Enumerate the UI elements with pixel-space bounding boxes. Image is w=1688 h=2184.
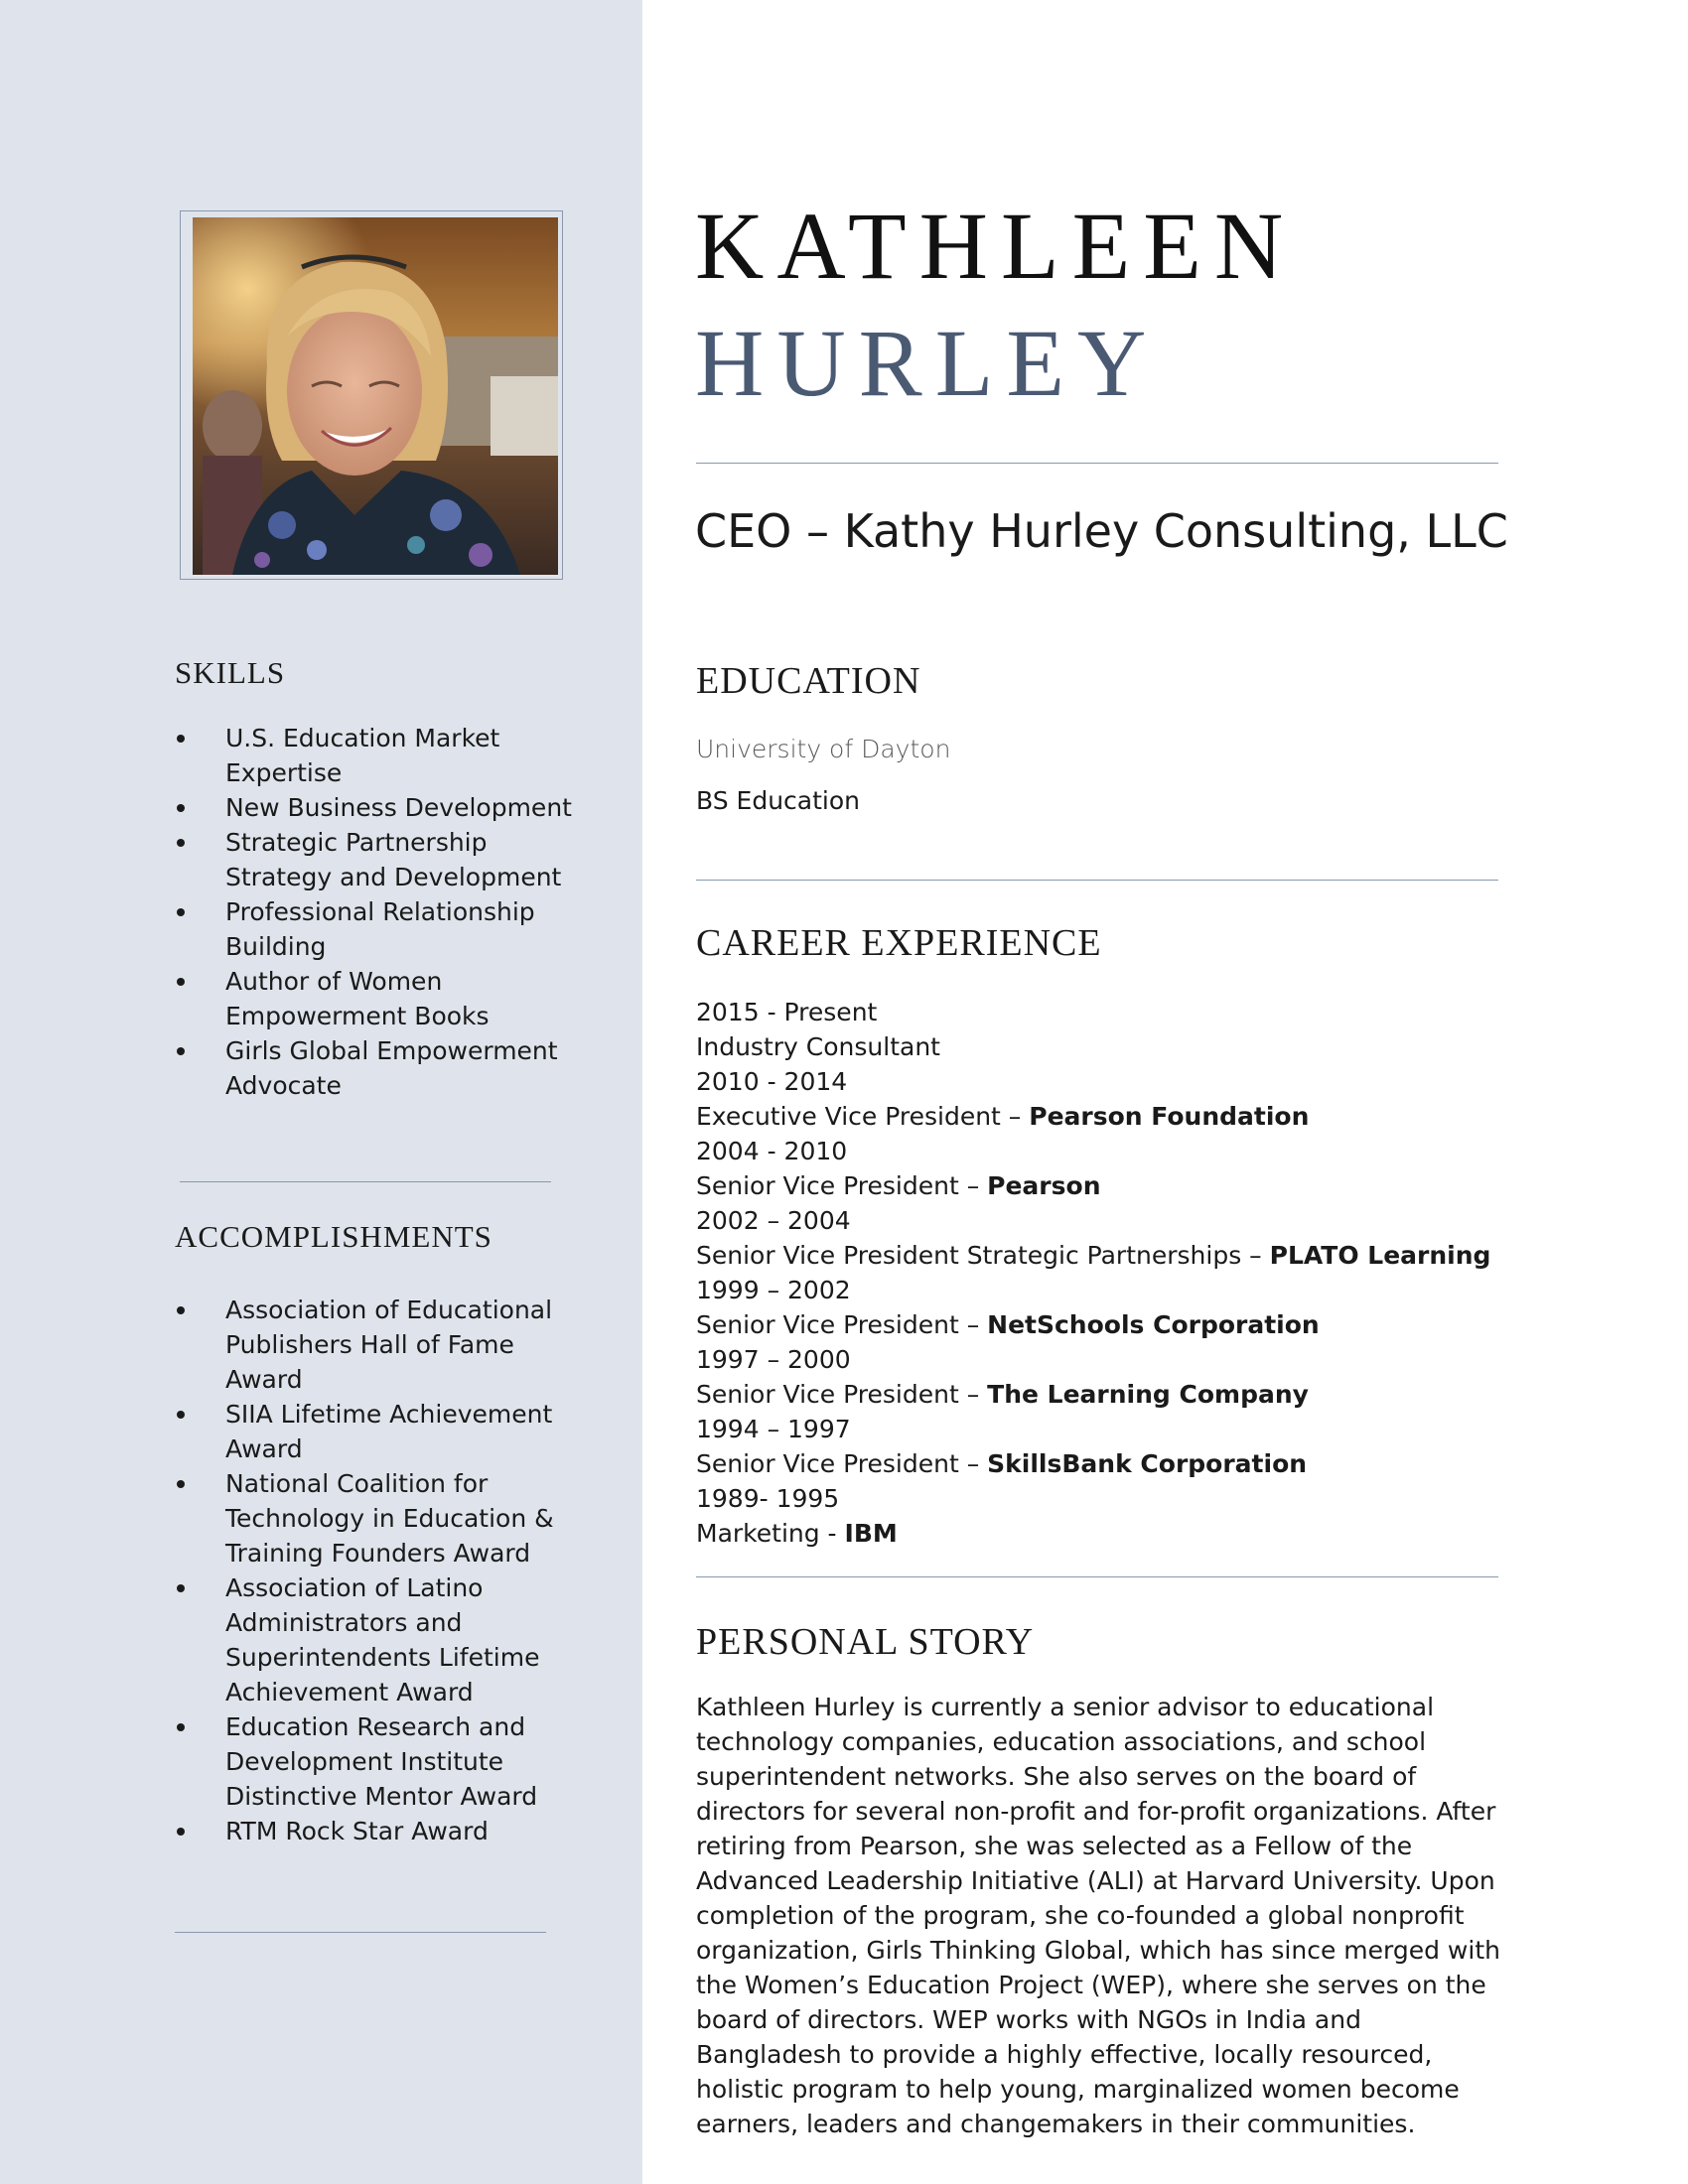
- accomplishments-divider: [175, 1932, 546, 1933]
- story-heading: PERSONAL STORY: [696, 1621, 1035, 1663]
- name-first: KATHLEEN: [695, 193, 1297, 299]
- skill-item: Strategic Partnership Strategy and Development: [175, 825, 572, 894]
- career-dates: 1999 – 2002: [696, 1276, 851, 1304]
- name-divider: [696, 463, 1498, 464]
- career-role: Senior Vice President: [696, 1449, 959, 1478]
- accomplishment-item: RTM Rock Star Award: [175, 1814, 572, 1848]
- profile-photo-frame: [180, 210, 563, 580]
- career-divider: [696, 1576, 1498, 1577]
- career-separator: –: [1241, 1241, 1270, 1270]
- career-dates: 2010 - 2014: [696, 1067, 848, 1096]
- education-heading: EDUCATION: [696, 660, 921, 702]
- career-company: NetSchools Corporation: [987, 1310, 1320, 1339]
- accomplishment-item: SIIA Lifetime Achievement Award: [175, 1397, 572, 1466]
- career-company: IBM: [844, 1519, 898, 1548]
- skill-item: U.S. Education Market Expertise: [175, 721, 572, 790]
- career-list: [696, 995, 1510, 1551]
- career-company: Pearson: [987, 1171, 1101, 1200]
- career-role-line: [696, 1099, 1510, 1134]
- career-role: Senior Vice President: [696, 1380, 959, 1409]
- story-text: Kathleen Hurley is currently a senior advisor to educational technology companies, education associations, and school superintendent networks. She also serves on the board of directors for several non-profit and for-profit organizations. After retiring from Pearson, she was selected as a Fellow of the Advanced Leadership Initiative (ALI) at Harvard University. Upon completion of the program, she co-founded a global nonprofit organization, Girls Thinking Global, which has since merged with the Women’s Education Project (WEP), where she serves on the board of directors. WEP works with NGOs in India and Bangladesh to provide a highly effective, locally resourced, holistic program to help young, marginalized women become earners, leaders and changemakers in their communities.: [696, 1693, 1500, 2138]
- career-role-line: [696, 1168, 1510, 1203]
- career-company: PLATO Learning: [1269, 1241, 1491, 1270]
- career-dates: 2004 - 2010: [696, 1137, 848, 1165]
- skill-item: New Business Development: [175, 790, 572, 825]
- skills-list: [175, 721, 572, 1103]
- career-separator: –: [958, 1449, 988, 1478]
- career-role-line: [696, 1516, 1510, 1551]
- skill-item: Girls Global Empowerment Advocate: [175, 1033, 572, 1103]
- accomplishments-list: [175, 1293, 572, 1848]
- career-dates: 2015 - Present: [696, 998, 878, 1026]
- career-role: Senior Vice President: [696, 1310, 959, 1339]
- career-separator: –: [958, 1380, 988, 1409]
- profile-photo: [193, 217, 558, 575]
- career-company: SkillsBank Corporation: [987, 1449, 1308, 1478]
- career-company: The Learning Company: [987, 1380, 1309, 1409]
- education-degree: BS Education: [696, 786, 860, 815]
- accomplishment-item: Education Research and Development Institute Distinctive Mentor Award: [175, 1709, 572, 1814]
- career-role-line: [696, 1307, 1510, 1342]
- career-dates: 1989- 1995: [696, 1484, 840, 1513]
- name-last: HURLEY: [695, 310, 1160, 416]
- accomplishment-item: Association of Educational Publishers Hall of Fame Award: [175, 1293, 572, 1397]
- career-role-line: [696, 1446, 1510, 1481]
- career-role-line: [696, 1029, 1510, 1064]
- education-school: University of Dayton: [696, 735, 951, 763]
- career-role: Senior Vice President Strategic Partnerships: [696, 1241, 1242, 1270]
- accomplishment-item: Association of Latino Administrators and Superintendents Lifetime Achievement Award: [175, 1570, 572, 1709]
- accomplishment-item: National Coalition for Technology in Education & Training Founders Award: [175, 1466, 572, 1570]
- career-separator: –: [1000, 1102, 1030, 1131]
- career-role: Industry Consultant: [696, 1032, 940, 1061]
- career-role: Marketing: [696, 1519, 820, 1548]
- career-role: Senior Vice President: [696, 1171, 959, 1200]
- career-dates: 1994 – 1997: [696, 1415, 851, 1443]
- career-separator: –: [958, 1171, 988, 1200]
- career-company: Pearson Foundation: [1029, 1102, 1310, 1131]
- skills-divider: [180, 1181, 551, 1182]
- career-dates: 2002 – 2004: [696, 1206, 851, 1235]
- job-title: CEO – Kathy Hurley Consulting, LLC: [695, 504, 1508, 558]
- career-separator: -: [819, 1519, 845, 1548]
- education-divider: [696, 880, 1498, 881]
- skill-item: Author of Women Empowerment Books: [175, 964, 572, 1033]
- career-role-line: [696, 1238, 1510, 1273]
- career-dates: 1997 – 2000: [696, 1345, 851, 1374]
- career-separator: –: [958, 1310, 988, 1339]
- career-heading: CAREER EXPERIENCE: [696, 922, 1102, 964]
- career-role: Executive Vice President: [696, 1102, 1001, 1131]
- skills-heading: SKILLS: [175, 655, 286, 690]
- skill-item: Professional Relationship Building: [175, 894, 572, 964]
- accomplishments-heading: ACCOMPLISHMENTS: [175, 1219, 492, 1254]
- career-role-line: [696, 1377, 1510, 1412]
